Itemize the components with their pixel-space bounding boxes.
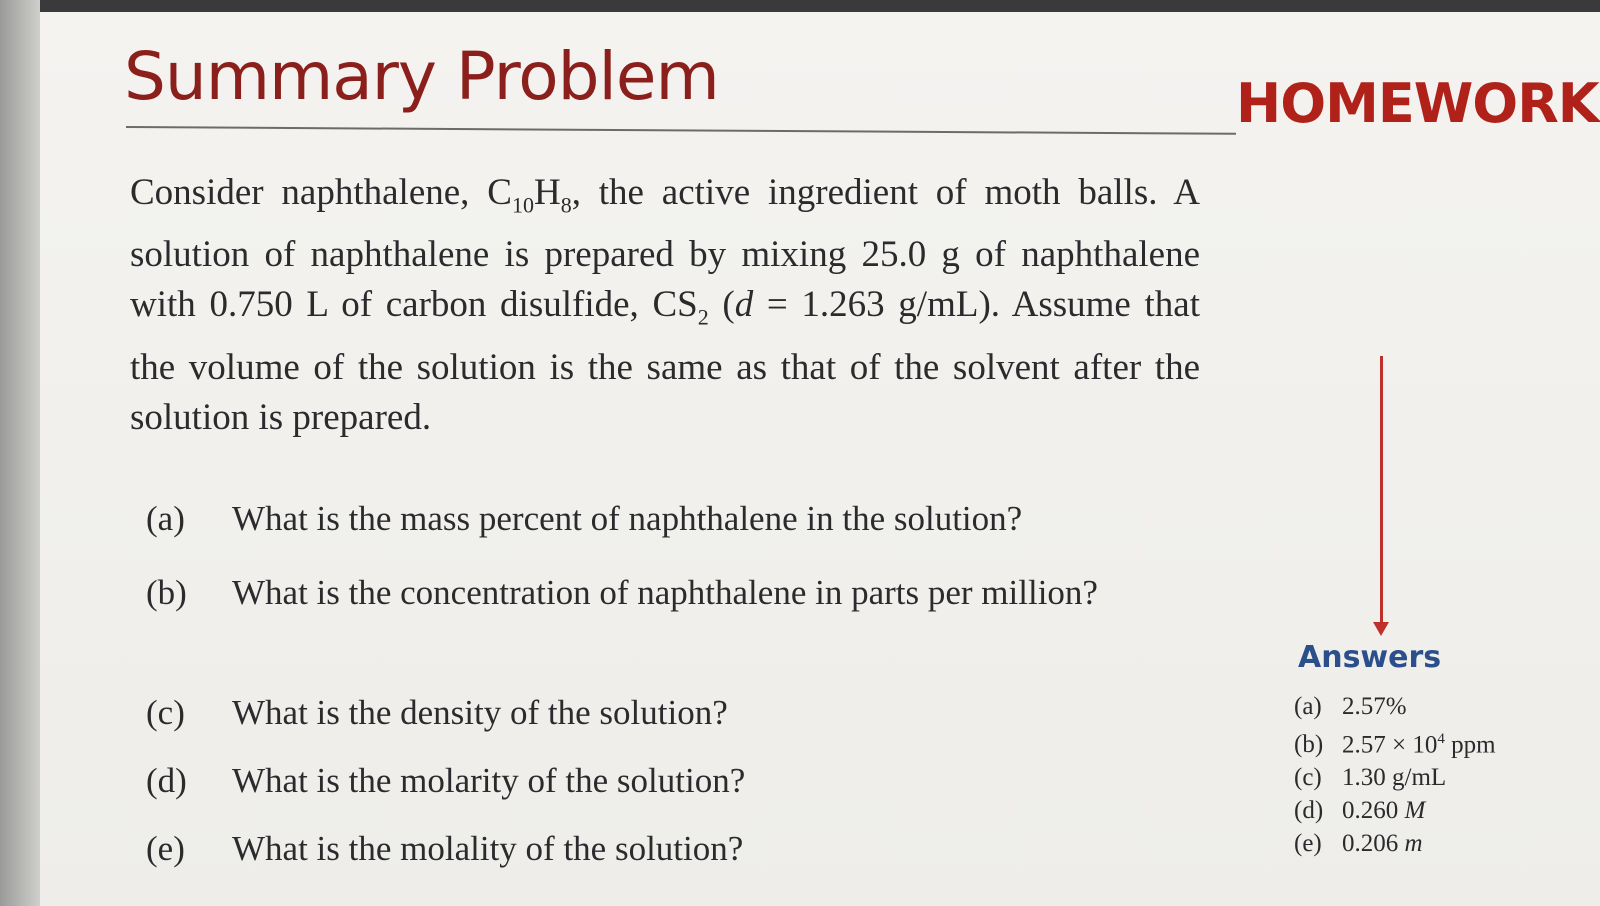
question-letter: (b): [146, 573, 187, 612]
answer-item: [1294, 827, 1496, 860]
arrow-down-icon: [1373, 622, 1389, 636]
answer-value: 2.57%: [1342, 693, 1407, 720]
question-text: What is the concentration of naphthalene in parts per million?: [232, 573, 1098, 612]
density-symbol: d: [734, 284, 754, 326]
problem-text: Consider naphthalene, C: [130, 172, 512, 213]
question-text: What is the molarity of the solution?: [232, 761, 746, 800]
problem-text: (: [708, 284, 735, 326]
problem-statement: [130, 168, 1200, 443]
answer-letter: (b): [1294, 731, 1324, 759]
question-letter: (c): [146, 693, 185, 732]
question-item: [146, 690, 1196, 736]
answer-item: [1294, 761, 1496, 794]
screen-top-bezel: [0, 0, 1600, 12]
answer-letter: (c): [1294, 764, 1322, 792]
answer-letter: (a): [1294, 693, 1322, 720]
answer-item: [1294, 794, 1496, 827]
answer-unit: ppm: [1444, 731, 1496, 759]
homework-label: HOMEWORK: [1236, 72, 1599, 135]
question-item: [146, 758, 1196, 804]
subscript-10: 10: [511, 192, 534, 218]
page-title: Summary Problem: [124, 38, 719, 115]
answer-unit: m: [1404, 830, 1423, 858]
answer-value: 1.30 g/mL: [1342, 764, 1447, 792]
question-item: [146, 826, 1196, 872]
question-letter: (d): [146, 761, 187, 800]
screen-left-bezel: [0, 0, 40, 906]
answer-item: [1294, 690, 1496, 723]
problem-text: , the active ingredient of moth balls. A solution of naphthalene is prepared by mixing 25.0 g of naphthalene with 0.750 L of carbon disulfide, CS: [130, 172, 1200, 326]
answer-value: 0.206: [1342, 830, 1405, 858]
question-letter: (a): [146, 499, 185, 538]
answer-value: 2.57 × 10: [1342, 731, 1438, 759]
question-text: What is the mass percent of naphthalene in the solution?: [232, 499, 1023, 538]
answer-letter: (e): [1294, 830, 1322, 858]
question-item: [146, 496, 1196, 542]
question-text: What is the density of the solution?: [232, 693, 728, 732]
subscript-8: 8: [560, 192, 572, 218]
answer-exponent: 4: [1437, 731, 1445, 747]
question-item: [146, 570, 1196, 616]
answer-item: [1294, 723, 1496, 761]
answers-list: [1294, 690, 1496, 860]
problem-text: = 1.263 g/mL). Assume that the volume of the solution is the same as that of the solvent after the solution is prepared.: [130, 284, 1200, 438]
problem-text: H: [533, 172, 561, 213]
answer-value: 0.260: [1342, 797, 1405, 825]
question-letter: (e): [146, 829, 185, 868]
answer-letter: (d): [1294, 797, 1324, 825]
answer-arrow-shaft: [1380, 356, 1383, 628]
answer-unit: M: [1404, 797, 1426, 825]
subscript-2: 2: [697, 304, 709, 330]
question-text: What is the molality of the solution?: [232, 829, 744, 868]
answers-heading: Answers: [1298, 640, 1442, 675]
